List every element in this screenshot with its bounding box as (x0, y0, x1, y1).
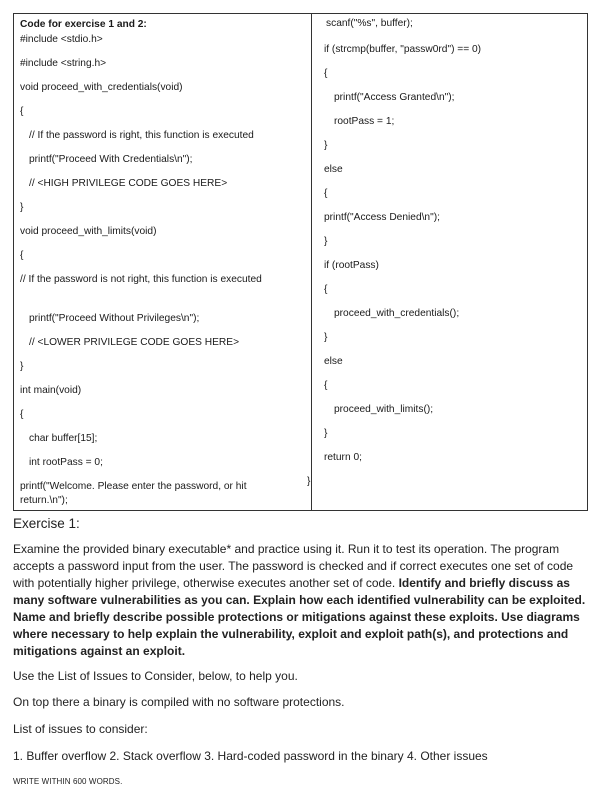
code-right-line: else (324, 164, 343, 175)
code-right-line: { (324, 188, 328, 199)
code-right-line: { (324, 68, 328, 79)
code-right-line: } (324, 236, 328, 247)
code-left-line: } (20, 361, 24, 372)
code-left-line: #include <string.h> (20, 58, 107, 69)
code-right-line: proceed_with_credentials(); (334, 308, 460, 319)
code-right-line: proceed_with_limits(); (334, 404, 434, 415)
code-right-line: { (324, 284, 328, 295)
code-left-line: #include <stdio.h> (20, 34, 103, 45)
code-left-line: int main(void) (20, 385, 82, 396)
exercise-heading: Exercise 1: (13, 516, 80, 531)
code-left-line: printf("Proceed With Credentials\n"); (29, 154, 193, 165)
code-left-line: char buffer[15]; (29, 433, 98, 444)
code-left-line: // <LOWER PRIVILEGE CODE GOES HERE> (29, 337, 240, 348)
code-left-line: void proceed_with_limits(void) (20, 226, 157, 237)
code-right-line: printf("Access Denied\n"); (324, 212, 440, 223)
code-left-line: printf("Welcome. Please enter the password, or hit return.\n"); (20, 481, 247, 506)
code-left-line: { (20, 409, 24, 420)
code-right-line: } (307, 476, 311, 487)
code-right-line: } (324, 332, 328, 343)
code-right-line: if (strcmp(buffer, "passw0rd") == 0) (324, 44, 482, 55)
code-right-line: printf("Access Granted\n"); (334, 92, 455, 103)
exercise-instructions (13, 541, 591, 660)
code-right-line: { (324, 380, 328, 391)
code-left-line: { (20, 250, 24, 261)
code-table (13, 13, 588, 511)
code-right-line: if (rootPass) (324, 260, 379, 271)
code-left-line: void proceed_with_credentials(void) (20, 82, 183, 93)
code-left-line: // If the password is not right, this function is executed (20, 274, 262, 285)
binary-note: On top there a binary is compiled with no software protections. (13, 695, 345, 709)
code-right-line: } (324, 140, 328, 151)
code-left-line: // If the password is right, this function is executed (29, 130, 254, 141)
word-limit-note: WRITE WITHIN 600 WORDS. (13, 777, 123, 786)
code-right-line: scanf("%s", buffer); (326, 18, 413, 29)
code-right-line: else (324, 356, 343, 367)
code-left-line: int rootPass = 0; (29, 457, 103, 468)
code-left-line: // <HIGH PRIVILEGE CODE GOES HERE> (29, 178, 228, 189)
code-left-line: printf("Proceed Without Privileges\n"); (29, 313, 200, 324)
issues-list: 1. Buffer overflow 2. Stack overflow 3. Hard-coded password in the binary 4. Other issues (13, 749, 488, 763)
instructions-intro: Examine the provided binary executable* and practice using it. Run it to test its operation. The program accepts a password input from the user. The password is checked and if correct executes one set of code with potentially higher privilege, otherwise executes another set of code. (13, 542, 574, 590)
code-right-line: rootPass = 1; (334, 116, 395, 127)
instructions-task: Identify and briefly discuss as many software vulnerabilities as you can. Explain how each identified vulnerability can be exploited. Name and briefly describe possible protections or mitigations against these exploits. Use diagrams where necessary to help explain the vulnerability, exploit and exploit path(s), and protections and mitigations against an exploit. (13, 576, 586, 658)
code-right-line: } (324, 428, 328, 439)
code-left-line: } (20, 202, 24, 213)
code-left-line: Code for exercise 1 and 2: (20, 19, 147, 30)
issues-heading: List of issues to consider: (13, 722, 148, 736)
use-list-note: Use the List of Issues to Consider, below, to help you. (13, 669, 298, 683)
code-left-line: { (20, 106, 24, 117)
code-right-line: return 0; (324, 452, 362, 463)
column-divider (311, 14, 312, 510)
